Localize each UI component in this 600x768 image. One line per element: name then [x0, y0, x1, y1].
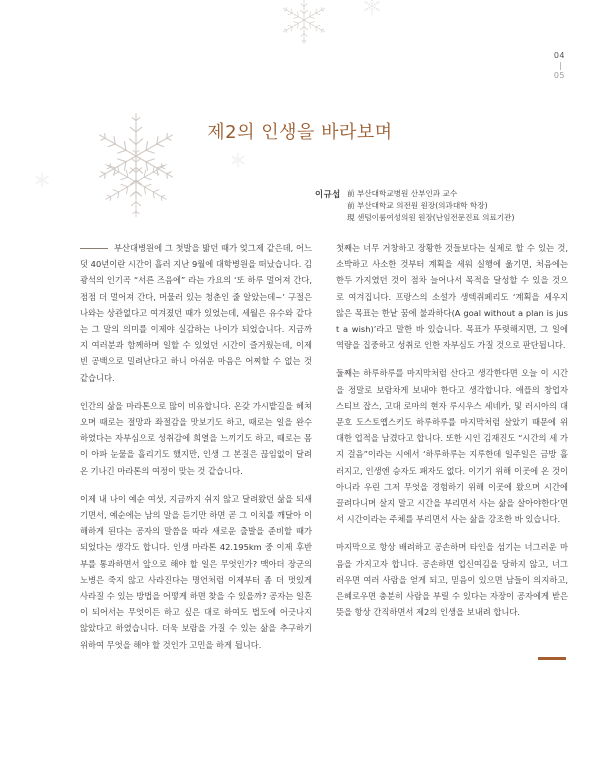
left-column — [80, 240, 312, 665]
paragraph: 둘째는 하루하루를 마지막처럼 산다고 생각한다면 오늘 이 시간을 정말로 보람차게 보내야 한다고 생각합니다. 애플의 창업자 스티브 잡스, 고대 로마의 현자 루시우스 세네카, 및 러시아의 대문호 도스토옙스키도 하루하루를 마지막처럼 살았기 때문에 위대한 업적을 남겼다고 합니다. 또한 시인 김재진도 “시간의 세 가지 걸음”이라는 시에서 ‘하루하루는 지루한데 일주일은 금방 흘러지고, 인생엔 승자도 패자도 없다. 이기기 위해 이곳에 온 것이 아니라 우린 그저 무엇을 경험하기 위해 이곳에 왔으며 시간에 끌려다니며 살지 말고 시간을 부리면서 사는 삶을 살아야한다’면서 시간이라는 주체를 부리면서 사는 삶을 강조한 바 있습니다. — [336, 368, 568, 525]
page-number — [554, 52, 565, 80]
paragraph: 이제 내 나이 예순 여섯, 지금까지 쉬지 않고 달려왔던 삶을 되새기면서, 예순에는 남의 말을 듣기만 하면 곧 그 이치를 깨달아 이해하게 된다는 공자의 말씀을 따라 새로운 출발을 준비할 때가 되었다는 생각도 합니다. 인생 마라톤 42.195km 중 이제 후반부를 통과하면서 앞으로 해야 할 일은 무엇인가? 맥아더 장군의 노병은 죽지 않고 사라진다는 명언처럼 이제부터 좀 더 멋있게 사라질 수 있는 방법을 어떻게 하면 찾을 수 있을까? 공자는 일흔이 되어서는 무엇이든 하고 싶은 대로 하여도 법도에 어긋나지 않았다고 하였습니다. 더욱 보람을 가질 수 있는 삶을 추구하기 위하여 무엇을 해야 할 것인가 고민을 하게 됩니다. — [80, 493, 312, 650]
paragraph: 마지막으로 항상 배려하고 공손하며 타인을 섬기는 너그러운 마음을 가지고자 합니다. 공손하면 업신여김을 당하지 않고, 너그러우면 여러 사람을 얻게 되고, 믿음이 있으면 남들이 의지하고, 은혜로우면 충분히 사람을 부릴 수 있다는 자장이 공자에게 받은 뜻을 항상 간직하면서 제2의 인생을 보내려 합니다. — [336, 542, 568, 618]
author-block — [315, 188, 565, 224]
author-affiliation: 前 부산대학교병원 산부인과 교수 — [347, 189, 458, 198]
right-column — [336, 240, 568, 632]
next-page-number: 05 — [553, 71, 565, 80]
author-affiliation: 現 센텀이룸여성의원 원장(난임전문진료 의료기관) — [347, 213, 515, 222]
author-affiliation: 前 부산대학교 의전원 원장(의과대학 학장) — [347, 201, 488, 210]
snowflake-icon-top — [278, 0, 330, 46]
article-title: 제2의 인생을 바라보며 — [207, 122, 393, 143]
current-page-number: 04 — [553, 51, 565, 60]
snowflake-icon-small-right — [362, 0, 382, 16]
paragraph: 첫째는 너무 거창하고 장황한 것들보다는 실제로 할 수 있는 것, 소박하고 사소한 것부터 계획을 세워 실행에 옮기면, 처음에는 한두 가지였던 것이 점차 늘어나서 목적을 달성할 수 있을 것으로 여겨집니다. 프랑스의 소설가 생텍쥐페리도 ‘계획을 세우지 않은 목표는 한낱 꿈에 불과하다(A goal without a plan is just a wish)’라고 말한 바 있습니다. 목표가 뚜렷해지면, 그 일에 역량을 집중하고 성취로 인한 자부심도 가질 것으로 판단됩니다. — [336, 243, 568, 351]
snowflake-icon-center — [98, 144, 174, 220]
paragraph: 부산대병원에 그 첫발을 밟던 때가 엊그제 같은데, 어느덧 40년이란 시간이 흘러 지난 9월에 대학병원을 떠났습니다. 김광석의 인기곡 “서른 즈음에” 라는 가요의 ‘또 하루 멀어져 간다, 점점 더 멀어져 간다, 머물러 있는 청춘인 줄 알았는데~’ 구절은 나와는 상관없다고 여겨졌던 때가 있었는데, 세월은 유수와 같다는 그 말의 의미를 이제야 실감하는 나이가 되었습니다. 지금까지 여러분과 함께하며 일할 수 있었던 시간이 즐거웠는데, 이제 빈 공백으로 밀려난다고 하니 아쉬운 마음은 어찌할 수 없는 것 같습니다. — [80, 240, 312, 386]
page-number-divider — [560, 62, 561, 70]
snowflake-icon-small-mid — [230, 152, 246, 168]
snowflake-icon-small-left — [34, 172, 50, 188]
author-name: 이규섭 — [315, 189, 341, 199]
paragraph: 인간의 삶을 마라톤으로 많이 비유합니다. 온갖 가시밭길을 헤쳐오며 때로는 절망과 좌절감을 맛보기도 하고, 때로는 일을 완수하였다는 자부심으로 성취감에 희열을 느끼기도 하고, 때로는 몸이 아파 눈물을 흘리기도 했지만, 인생 그 본질은 끊임없이 달려온 기나긴 마라톤의 여정이 맞는 것 같습니다. — [80, 400, 312, 476]
end-mark-bar — [538, 657, 566, 660]
